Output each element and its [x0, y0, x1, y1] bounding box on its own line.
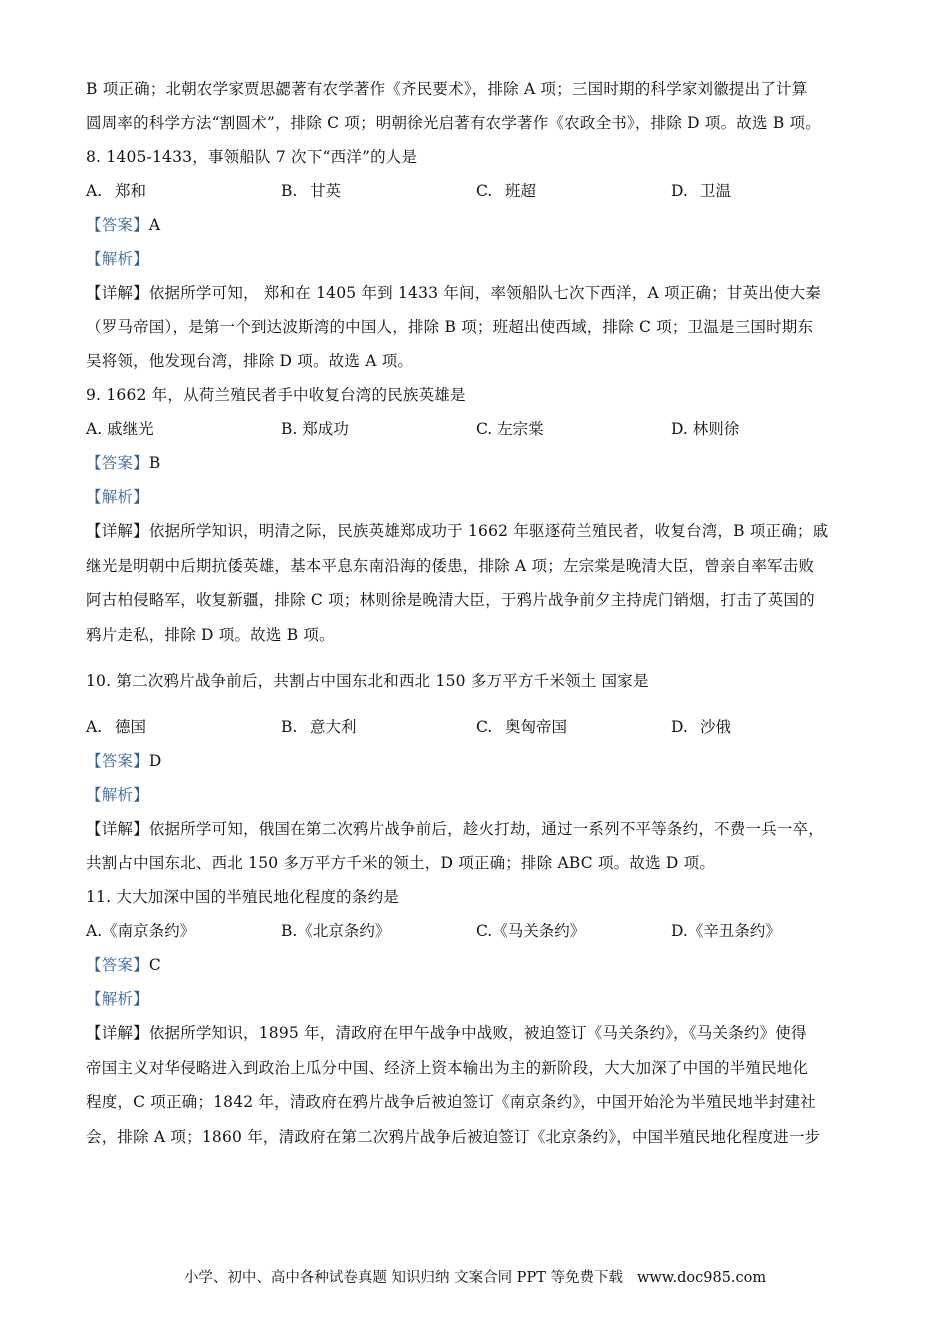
detail-tag: 【详解】 [86, 522, 149, 540]
analysis-tag: 【解析】 [86, 488, 149, 506]
analysis-tag: 【解析】 [86, 250, 149, 268]
detail-line: 继光是明朝中后期抗倭英雄，基本平息东南沿海的倭患，排除 A 项；左宗棠是晚清大臣，曾亲自率军击败 [86, 556, 815, 575]
answer-line [86, 948, 871, 982]
detail-line: 鸦片走私，排除 D 项。故选 B 项。 [86, 625, 335, 644]
option-d [671, 710, 866, 744]
detail-line: 帝国主义对华侵略进入到政治上瓜分中国、经济上资本输出为主的新阶段，大大加深了中国的半殖民地化 [86, 1058, 809, 1077]
answer-tag: 【答案】 [86, 752, 149, 770]
question-8 [86, 140, 871, 378]
option-text: 班超 [504, 182, 536, 200]
detail-text: 依据所学可知， 郑和在 1405 年到 1433 年间，率领船队七次下西洋，A 项正确；甘英出使大秦 [148, 284, 821, 302]
option-letter: D. [671, 420, 688, 438]
question-stem: 9. 1662 年，从荷兰殖民者手中收复台湾的民族英雄是 [86, 386, 466, 404]
option-text: 林则徐 [692, 420, 740, 438]
footer-text: 小学、初中、高中各种试卷真题 知识归纳 文案合同 PPT 等免费下载 [183, 1270, 623, 1286]
option-b [281, 710, 476, 744]
option-row [86, 174, 871, 208]
option-a [86, 412, 281, 446]
text-line: B 项正确；北朝农学家贾思勰著有农学著作《齐民要术》，排除 A 项；三国时期的科学家刘徽提出了计算 [86, 80, 808, 98]
option-text: 《马关条约》 [492, 922, 586, 940]
option-letter: A. [86, 182, 103, 200]
detail-line: 会，排除 A 项；1860 年，清政府在第二次鸦片战争后被迫签订《北京条约》，中国半殖民地化程度进一步 [86, 1127, 821, 1146]
answer-value: C [148, 956, 161, 974]
option-text: 卫温 [699, 182, 731, 200]
option-a [86, 914, 281, 948]
analysis-tag: 【解析】 [86, 990, 149, 1008]
option-text: 甘英 [309, 182, 341, 200]
option-letter: C. [476, 922, 493, 940]
analysis-line [86, 778, 871, 812]
answer-value: A [148, 216, 161, 234]
option-c [476, 412, 671, 446]
option-letter: B. [281, 718, 298, 736]
option-text: 《北京条约》 [297, 922, 391, 940]
option-text: 郑成功 [302, 420, 349, 438]
detail-line: （罗马帝国），是第一个到达波斯湾的中国人，排除 B 项；班超出使西域，排除 C 项；卫温是三国时期东 [86, 318, 814, 336]
spacer [86, 698, 871, 710]
option-letter: B. [281, 922, 298, 940]
option-text: 奥匈帝国 [504, 718, 567, 736]
analysis-line [86, 982, 871, 1016]
answer-tag: 【答案】 [86, 216, 149, 234]
answer-tag: 【答案】 [86, 956, 149, 974]
question-9 [86, 378, 871, 652]
option-d [671, 174, 866, 208]
detail-tag: 【详解】 [86, 1024, 149, 1042]
detail-line [86, 1016, 871, 1051]
option-c [476, 174, 671, 208]
option-d [671, 914, 866, 948]
detail-line [86, 812, 871, 846]
option-letter: A. [86, 718, 103, 736]
option-letter: C. [476, 420, 493, 438]
answer-line [86, 744, 871, 778]
analysis-tag: 【解析】 [86, 786, 149, 804]
answer-value: B [148, 454, 161, 472]
option-text: 沙俄 [699, 718, 731, 736]
option-c [476, 914, 671, 948]
option-text: 戚继光 [107, 420, 154, 438]
detail-tag: 【详解】 [86, 284, 149, 302]
detail-line: 阿古柏侵略军，收复新疆，排除 C 项；林则徐是晚清大臣，于鸦片战争前夕主持虎门销烟，打击了英国的 [86, 591, 815, 609]
option-letter: D. [671, 182, 688, 200]
answer-value: D [148, 752, 162, 770]
analysis-line [86, 242, 871, 276]
option-a [86, 710, 281, 744]
option-letter: A. [86, 420, 103, 438]
detail-line: 共割占中国东北、西北 150 多万平方千米的领土，D 项正确；排除 ABC 项。故选 D 项。 [86, 854, 716, 872]
previous-explanation [86, 72, 871, 140]
detail-text: 依据所学知识，1895 年，清政府在甲午战争中战败，被迫签订《马关条约》，《马关条约》使得 [148, 1024, 807, 1042]
question-stem: 10. 第二次鸦片战争前后，共割占中国东北和西北 150 多万平方千米领土 国家是 [86, 672, 649, 690]
option-b [281, 914, 476, 948]
document-page [86, 72, 871, 1154]
option-row [86, 412, 871, 446]
option-d [671, 412, 866, 446]
detail-line [86, 514, 871, 549]
question-stem: 8. 1405-1433，事领船队 7 次下“西洋”的人是 [86, 148, 418, 166]
text-line: 圆周率的科学方法“割圆术”，排除 C 项；明朝徐光启著有农学著作《农政全书》，排除 D 项。故选 B 项。 [86, 114, 821, 132]
answer-line [86, 446, 871, 480]
answer-tag: 【答案】 [86, 454, 149, 472]
option-letter: C. [476, 718, 493, 736]
analysis-line [86, 480, 871, 514]
option-b [281, 174, 476, 208]
option-letter: A. [86, 922, 103, 940]
option-letter: D. [671, 922, 688, 940]
option-row [86, 914, 871, 948]
question-stem: 11. 大大加深中国的半殖民地化程度的条约是 [86, 888, 399, 906]
page-footer [0, 1266, 950, 1287]
footer-site-link[interactable]: www.doc985.com [636, 1270, 767, 1286]
option-b [281, 412, 476, 446]
detail-text: 依据所学可知，俄国在第二次鸦片战争前后，趁火打劫，通过一系列不平等条约，不费一兵一卒， [148, 820, 824, 838]
option-text: 《南京条约》 [102, 922, 196, 940]
option-letter: B. [281, 182, 298, 200]
option-text: 意大利 [309, 718, 357, 736]
option-text: 左宗棠 [497, 420, 544, 438]
option-letter: D. [671, 718, 688, 736]
option-text: 郑和 [114, 182, 146, 200]
option-a [86, 174, 281, 208]
option-letter: C. [476, 182, 493, 200]
option-text: 《辛丑条约》 [687, 922, 781, 940]
question-10 [86, 664, 871, 880]
option-row [86, 710, 871, 744]
option-c [476, 710, 671, 744]
spacer [86, 652, 871, 664]
detail-line [86, 276, 871, 310]
answer-line [86, 208, 871, 242]
option-text: 德国 [114, 718, 146, 736]
detail-line: 吴将领，他发现台湾，排除 D 项。故选 A 项。 [86, 352, 414, 370]
detail-line: 程度，C 项正确；1842 年，清政府在鸦片战争后被迫签订《南京条约》，中国开始沦为半殖民地半封建社 [86, 1093, 816, 1111]
detail-tag: 【详解】 [86, 820, 149, 838]
detail-text: 依据所学知识，明清之际，民族英雄郑成功于 1662 年驱逐荷兰殖民者，收复台湾，B 项正确；戚 [148, 522, 829, 540]
question-11 [86, 880, 871, 1154]
option-letter: B. [281, 420, 298, 438]
